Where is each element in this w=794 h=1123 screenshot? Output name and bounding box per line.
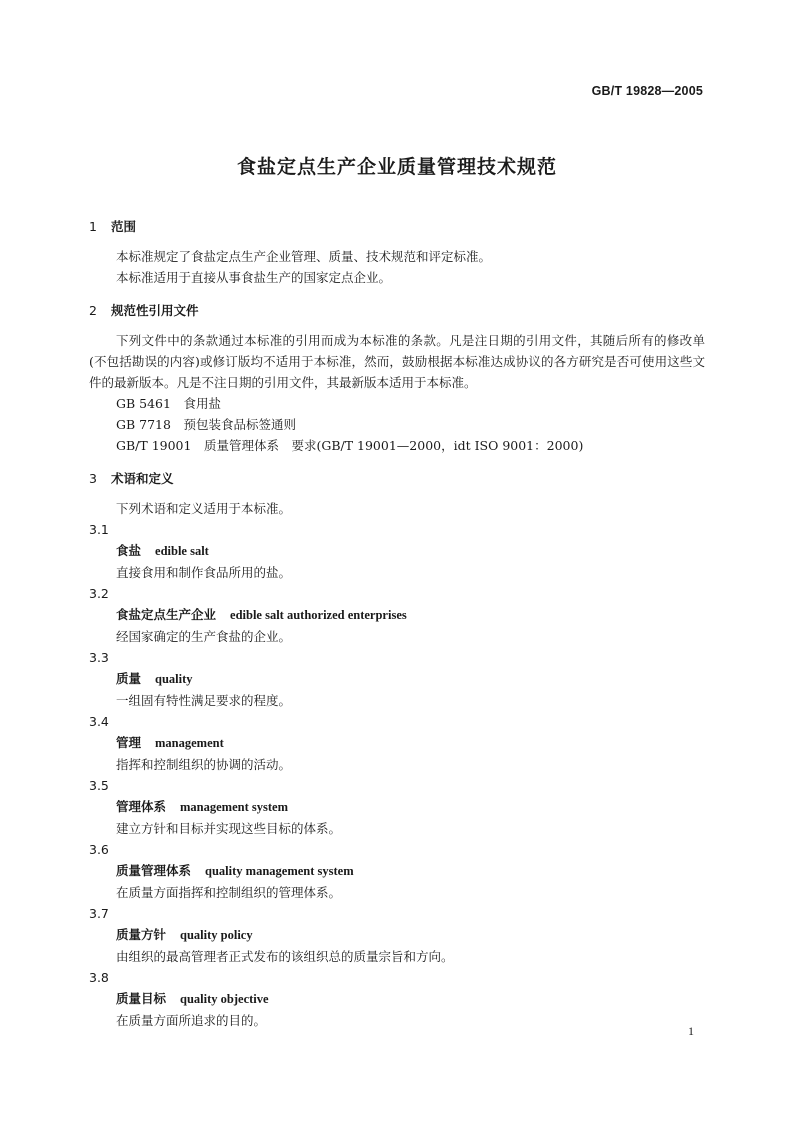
reference-item: GB 7718 预包装食品标签通则 xyxy=(116,417,296,432)
paragraph: 下列术语和定义适用于本标准。 xyxy=(116,501,292,516)
term-definition: 经国家确定的生产食盐的企业。 xyxy=(116,629,292,644)
term-number: 3.4 xyxy=(89,714,109,729)
paragraph: 本标准适用于直接从事食盐生产的国家定点企业。 xyxy=(116,270,392,285)
document-body xyxy=(89,216,705,1031)
term-number: 3.7 xyxy=(89,906,109,921)
term-english: management system xyxy=(180,800,288,814)
term-english: quality xyxy=(155,672,193,686)
page-number: 1 xyxy=(688,1024,694,1038)
section-number: 2 xyxy=(89,303,97,318)
term-entry xyxy=(89,860,705,882)
term-english: quality objective xyxy=(180,992,269,1006)
term-entry xyxy=(89,924,705,946)
term-number: 3.1 xyxy=(89,522,109,537)
term-chinese: 质量方针 xyxy=(116,927,167,942)
term-definition: 在质量方面所追求的目的。 xyxy=(116,1013,267,1028)
term-definition: 建立方针和目标并实现这些目标的体系。 xyxy=(116,821,342,836)
section-title: 范围 xyxy=(111,219,137,234)
term-chinese: 质量 xyxy=(116,671,142,686)
term-definition: 一组固有特性满足要求的程度。 xyxy=(116,693,292,708)
term-definition: 指挥和控制组织的协调的活动。 xyxy=(116,757,292,772)
document-title: 食盐定点生产企业质量管理技术规范 xyxy=(236,156,557,178)
term-number: 3.6 xyxy=(89,842,109,857)
term-number: 3.3 xyxy=(89,650,109,665)
term-entry xyxy=(89,796,705,818)
term-chinese: 管理体系 xyxy=(116,799,167,814)
term-entry xyxy=(89,668,705,690)
reference-item: GB/T 19001 质量管理体系 要求(GB/T 19001—2000，idt ISO 9001：2000) xyxy=(116,438,584,453)
term-definition: 在质量方面指挥和控制组织的管理体系。 xyxy=(116,885,342,900)
section-heading-normative xyxy=(89,300,705,321)
paragraph: 本标准规定了食盐定点生产企业管理、质量、技术规范和评定标准。 xyxy=(116,249,492,264)
term-chinese: 质量管理体系 xyxy=(116,863,192,878)
term-entry xyxy=(89,732,705,754)
term-number: 3.5 xyxy=(89,778,109,793)
term-definition: 直接食用和制作食品所用的盐。 xyxy=(116,565,292,580)
term-definition: 由组织的最高管理者正式发布的该组织总的质量宗旨和方向。 xyxy=(116,949,454,964)
term-number: 3.2 xyxy=(89,586,109,601)
term-english: management xyxy=(155,736,224,750)
section-title: 术语和定义 xyxy=(111,471,174,486)
standard-code: GB/T 19828—2005 xyxy=(591,84,703,98)
term-entry xyxy=(89,604,705,626)
term-english: quality policy xyxy=(180,928,253,942)
section-heading-terms xyxy=(89,468,705,489)
term-english: edible salt xyxy=(155,544,209,558)
paragraph: 下列文件中的条款通过本标准的引用而成为本标准的条款。凡是注日期的引用文件，其随后所有的修改单(不包括勘误的内容)或修订版均不适用于本标准，然而，鼓励根据本标准达成协议的各方研究是否可使用这些文件的最新版本。凡是不注日期的引用文件，其最新版本适用于本标准。 xyxy=(89,333,705,390)
term-english: edible salt authorized enterprises xyxy=(230,608,407,622)
reference-item: GB 5461 食用盐 xyxy=(116,396,221,411)
section-number: 3 xyxy=(89,471,97,486)
term-chinese: 食盐定点生产企业 xyxy=(116,607,217,622)
term-entry xyxy=(89,988,705,1010)
section-number: 1 xyxy=(89,219,97,234)
term-entry xyxy=(89,540,705,562)
term-chinese: 质量目标 xyxy=(116,991,167,1006)
term-english: quality management system xyxy=(205,864,354,878)
term-chinese: 管理 xyxy=(116,735,142,750)
section-title: 规范性引用文件 xyxy=(111,303,199,318)
term-chinese: 食盐 xyxy=(116,543,142,558)
section-heading-scope xyxy=(89,216,705,237)
term-number: 3.8 xyxy=(89,970,109,985)
